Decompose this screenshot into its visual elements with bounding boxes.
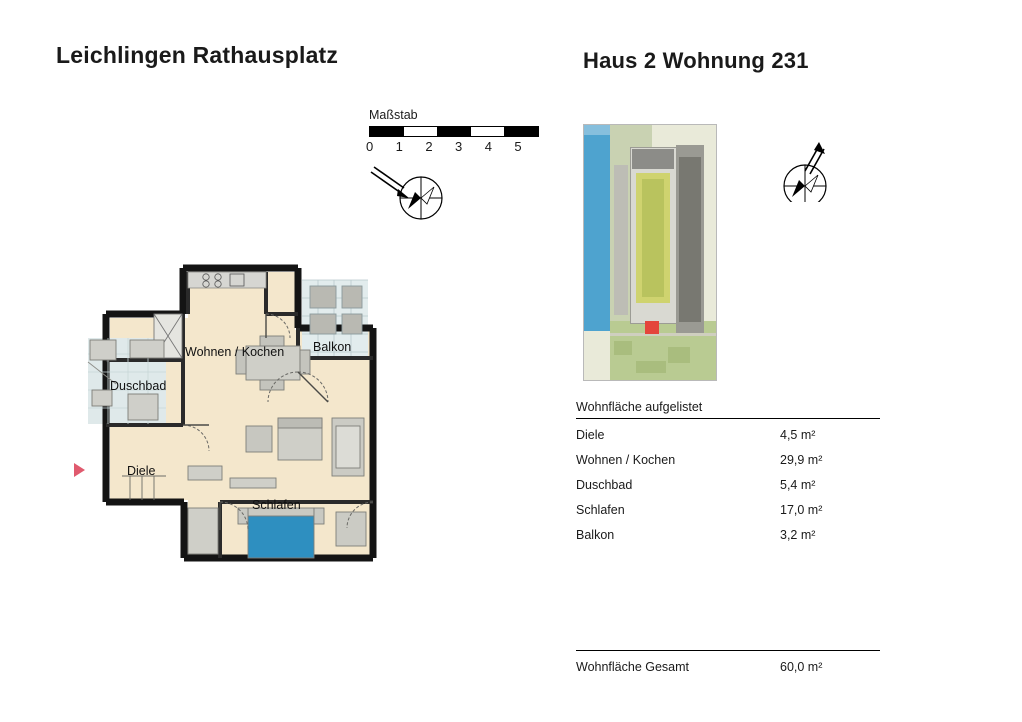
unit-location-marker bbox=[645, 321, 659, 334]
area-total-name: Wohnfläche Gesamt bbox=[576, 660, 690, 674]
scale-tick: 3 bbox=[455, 139, 463, 154]
table-row bbox=[576, 522, 880, 547]
area-row-value: 3,2 m² bbox=[780, 527, 816, 542]
area-row-value: 17,0 m² bbox=[780, 502, 823, 517]
area-table bbox=[576, 400, 880, 547]
table-row bbox=[576, 497, 880, 522]
table-row bbox=[576, 447, 880, 472]
entrance-arrow-icon bbox=[74, 463, 85, 477]
area-row-name: Balkon bbox=[576, 527, 615, 542]
area-row-name: Duschbad bbox=[576, 477, 633, 492]
north-arrow-icon-site bbox=[775, 140, 855, 207]
table-row bbox=[576, 472, 880, 497]
area-row-value: 5,4 m² bbox=[780, 477, 816, 492]
area-row-value: 4,5 m² bbox=[780, 427, 816, 442]
scale-tick: 4 bbox=[484, 139, 492, 154]
area-row-name: Schlafen bbox=[576, 502, 625, 517]
area-row-value: 29,9 m² bbox=[780, 452, 823, 467]
room-label-schlafen: Schlafen bbox=[252, 498, 301, 512]
page-title-project: Leichlingen Rathausplatz bbox=[56, 42, 339, 68]
room-label-balkon: Balkon bbox=[313, 340, 352, 354]
scale-tick: 5 bbox=[514, 139, 522, 154]
table-row bbox=[576, 422, 880, 447]
north-arrow-icon bbox=[368, 165, 448, 232]
area-table-title: Wohnfläche aufgelistet bbox=[576, 400, 703, 414]
page-title-unit: Haus 2 Wohnung 231 bbox=[583, 48, 809, 73]
scale-bar-group bbox=[366, 108, 549, 154]
area-total bbox=[576, 650, 880, 674]
area-row-name: Diele bbox=[576, 427, 605, 442]
table-row-total bbox=[576, 651, 880, 674]
area-row-name: Wohnen / Kochen bbox=[576, 452, 676, 467]
room-label-diele: Diele bbox=[127, 464, 156, 478]
scale-label: Maßstab bbox=[369, 108, 418, 122]
scale-tick: 0 bbox=[366, 139, 374, 154]
room-label-duschbad: Duschbad bbox=[110, 379, 167, 393]
area-total-value: 60,0 m² bbox=[780, 660, 823, 674]
scale-tick-labels bbox=[366, 139, 544, 154]
floor-plan-drawing bbox=[70, 250, 430, 610]
scale-tick: 1 bbox=[395, 139, 403, 154]
scale-bar-graphic bbox=[369, 126, 539, 137]
room-label-wohnen-kochen: Wohnen / Kochen bbox=[185, 345, 285, 359]
site-plan-image bbox=[583, 124, 717, 381]
scale-tick: 2 bbox=[425, 139, 433, 154]
